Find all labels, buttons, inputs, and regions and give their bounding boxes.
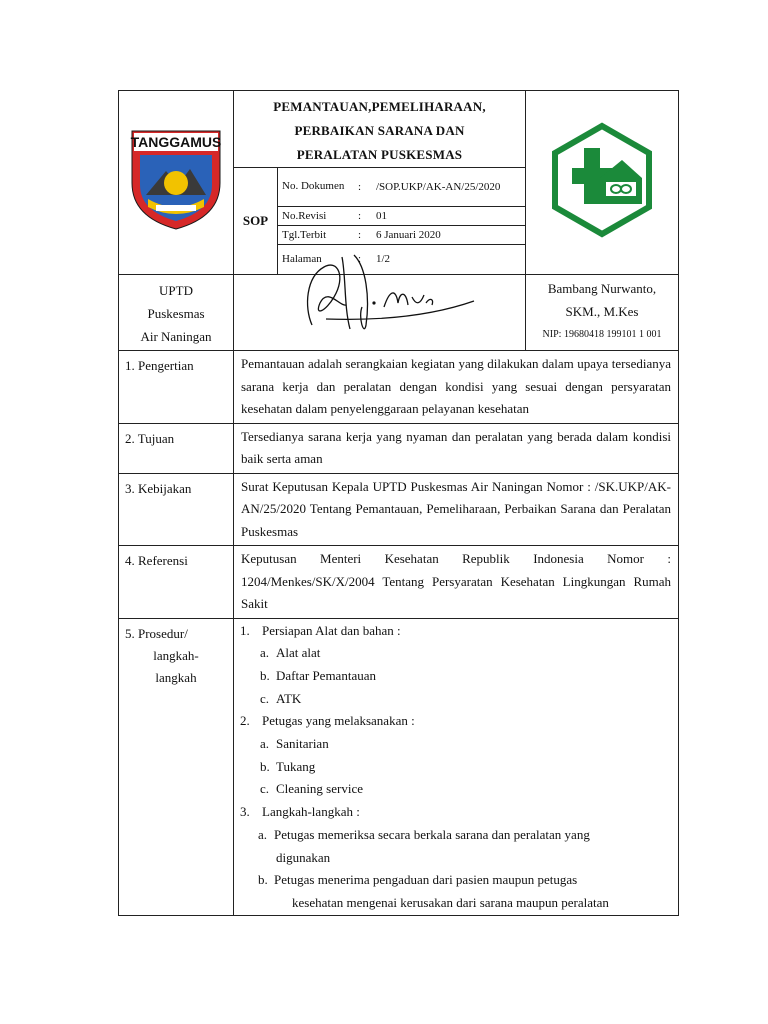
procedure-substep — [240, 824, 672, 847]
signer-nip: NIP: 19680418 199101 1 001 — [542, 329, 662, 340]
meta-label-page: Halaman — [282, 253, 322, 266]
signature-cell — [234, 275, 526, 351]
org-line-1: UPTD — [159, 283, 193, 298]
procedure-substep — [240, 688, 672, 711]
section-text-referensi: Keputusan Menteri Kesehatan Republik Indonesia Nomor : 1204/Menkes/SK/X/2004 Tentang Persyaratan Kesehatan Lingkungan Rumah Sakit — [234, 546, 679, 619]
meta-sep-date: : — [358, 225, 372, 244]
procedure-substep — [240, 733, 672, 756]
title-line-3: PERALATAN PUSKESMAS — [296, 147, 463, 162]
substep-text: Alat alat — [276, 645, 321, 661]
handwritten-signature — [234, 247, 524, 337]
substep-text: ATK — [276, 690, 302, 706]
procedure-substep — [240, 756, 672, 779]
substep-text: Tukang — [276, 758, 316, 774]
procedure-substep — [240, 778, 672, 801]
org-line-2: Puskesmas — [147, 306, 205, 321]
meta-sep-rev: : — [358, 206, 372, 225]
substep-letter: a. — [260, 736, 270, 752]
tanggamus-logo — [126, 125, 226, 235]
document-title — [234, 91, 526, 168]
procedure-substep — [240, 869, 672, 892]
meta-label-rev: No.Revisi — [278, 206, 358, 225]
signer-name: Bambang Nurwanto, — [547, 281, 657, 296]
prosedur-label-line-2: langkah- — [153, 647, 199, 663]
section-text-kebijakan: Surat Keputusan Kepala UPTD Puskesmas Air Naningan Nomor : /SK.UKP/AK-AN/25/2020 Tentang Pemantauan, Pemeliharaan, Perbaikan Sarana dan Peralatan Puskesmas — [234, 473, 679, 546]
puskesmas-logo — [542, 120, 662, 240]
section-text-tujuan: Tersedianya sarana kerja yang nyaman dan peralatan yang berada dalam kondisi baik serta aman — [234, 423, 679, 473]
title-line-1: PEMANTAUAN,PEMELIHARAAN, — [273, 99, 486, 114]
substep-letter: b. — [260, 667, 270, 683]
step-text: Persiapan Alat dan bahan : — [262, 622, 401, 638]
signer-block — [526, 275, 679, 351]
procedure-substep — [240, 665, 672, 688]
procedure-step — [240, 710, 672, 733]
procedure-substep — [240, 642, 672, 665]
substep-continuation: digunakan — [276, 849, 331, 865]
prosedur-label-line-1: 5. Prosedur/ — [125, 625, 188, 641]
substep-letter: b. — [258, 872, 268, 888]
meta-sep-doc: : — [358, 168, 372, 206]
step-text: Langkah-langkah : — [262, 804, 360, 820]
tanggamus-logo-cell — [119, 91, 234, 275]
substep-letter: a. — [260, 645, 270, 661]
org-line-3: Air Naningan — [140, 329, 212, 344]
section-label-prosedur — [119, 618, 234, 915]
signer-title: SKM., M.Kes — [565, 304, 639, 319]
step-number: 3. — [240, 804, 250, 820]
sop-table — [118, 90, 679, 916]
section-text-pengertian: Pemantauan adalah serangkaian kegiatan yang dilakukan dalam upaya tersedianya sarana kerja dan peralatan dengan kondisi yang sesuai dengan persyaratan kesehatan dalam penyelenggaraan pelayanan kesehatan — [234, 351, 679, 424]
step-number: 2. — [240, 713, 250, 729]
procedure-step — [240, 620, 672, 643]
title-line-2: PERBAIKAN SARANA DAN — [294, 123, 465, 138]
procedure-step — [240, 801, 672, 824]
substep-letter: b. — [260, 758, 270, 774]
meta-value-rev: 01 — [372, 206, 525, 225]
puskesmas-logo-cell — [526, 91, 679, 275]
substep-text: Sanitarian — [276, 736, 329, 752]
substep-continuation: kesehatan mengenai kerusakan dari sarana maupun peralatan — [292, 894, 609, 910]
meta-value-page: 1/2 — [376, 253, 391, 266]
svg-text:TANGGAMUS: TANGGAMUS — [130, 134, 222, 150]
org-name — [119, 275, 234, 351]
substep-letter: c. — [260, 690, 270, 706]
section-label-pengertian: 1. Pengertian — [119, 351, 234, 424]
meta-value-date: 6 Januari 2020 — [372, 225, 525, 244]
substep-text: Petugas menerima pengaduan dari pasien maupun petugas — [274, 872, 578, 888]
meta-label-date: Tgl.Terbit — [278, 225, 358, 244]
sop-document — [118, 90, 678, 916]
substep-text: Daftar Pemantauan — [276, 667, 376, 683]
sop-label: SOP — [234, 168, 278, 275]
substep-text: Petugas memeriksa secara berkala sarana dan peralatan yang — [274, 826, 590, 842]
substep-letter: a. — [258, 826, 268, 842]
substep-letter: c. — [260, 781, 270, 797]
meta-sep-page: : — [358, 253, 362, 266]
section-label-kebijakan: 3. Kebijakan — [119, 473, 234, 546]
step-text: Petugas yang melaksanakan : — [262, 713, 415, 729]
prosedur-label-line-3: langkah — [155, 669, 197, 685]
section-label-tujuan: 2. Tujuan — [119, 423, 234, 473]
substep-text: Cleaning service — [276, 781, 363, 797]
meta-label-doc: No. Dokumen — [278, 168, 358, 206]
meta-value-doc: /SOP.UKP/AK-AN/25/2020 — [372, 168, 525, 206]
procedure-content — [234, 618, 679, 915]
step-number: 1. — [240, 622, 250, 638]
section-label-referensi: 4. Referensi — [119, 546, 234, 619]
